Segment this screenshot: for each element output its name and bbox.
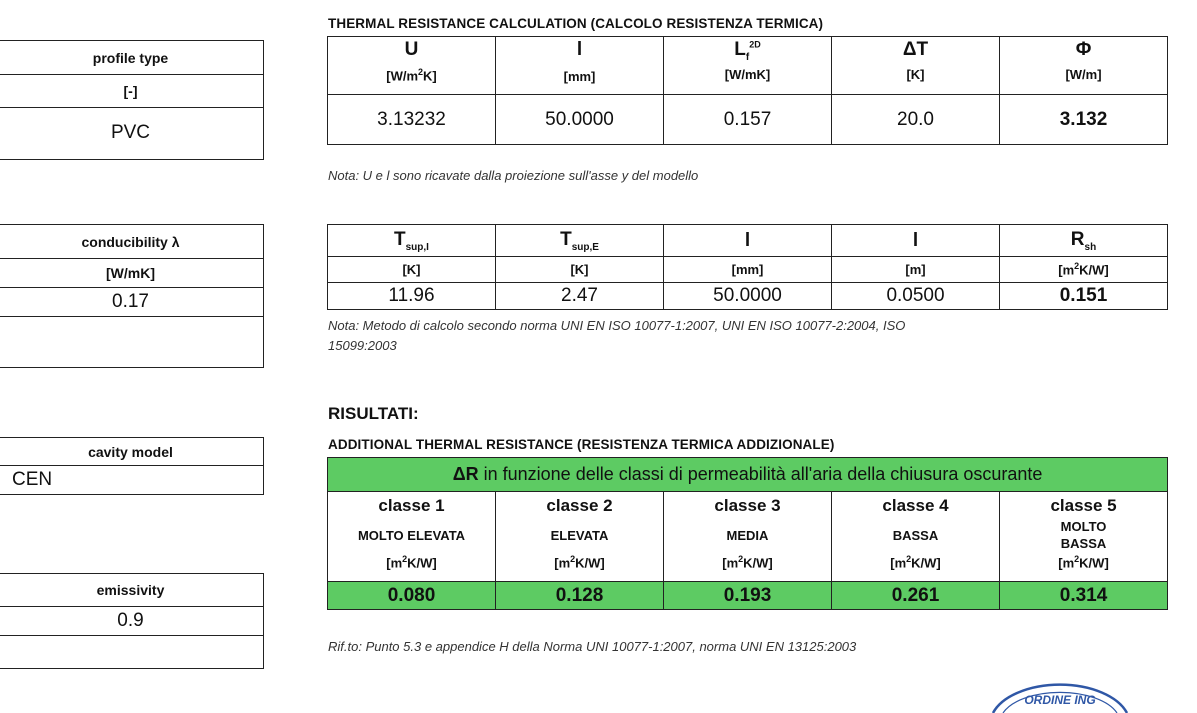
class-3-name: classe 3 (714, 496, 781, 515)
tsi-header: $T_{sup,I}$ (328, 225, 496, 257)
class-4-name: classe 4 (882, 496, 949, 515)
class-5-unit: $[m^2K/W]$ (1058, 554, 1109, 571)
tse-value: 2.47 (496, 283, 664, 310)
phi-value: 3.132 (1000, 95, 1168, 145)
results-subtitle: ADDITIONAL THERMAL RESISTANCE (RESISTENZA TERMICA ADDIZIONALE) (328, 437, 835, 452)
class-2-value: 0.128 (496, 582, 664, 610)
class-3-unit: $[m^2K/W]$ (722, 554, 773, 571)
dt-header-cell (832, 37, 1000, 95)
stamp-text: ORDINE ING (1024, 693, 1096, 707)
results-class-row (328, 492, 1168, 582)
lf-value: 0.157 (664, 95, 832, 145)
class-4-unit: $[m^2K/W]$ (890, 554, 941, 571)
thermal-resistance-table (327, 36, 1168, 145)
class-3-cell (664, 492, 832, 582)
profile-type-box (0, 40, 264, 160)
results-heading: RISULTATI: (328, 404, 419, 423)
emissivity-header: emissivity (0, 574, 263, 607)
u-value: 3.13232 (328, 95, 496, 145)
cavity-model-box (0, 437, 264, 495)
class-3-value: 0.193 (664, 582, 832, 610)
profile-type-unit: [-] (0, 75, 263, 108)
l-mm-value: 50.0000 (664, 283, 832, 310)
results-values-row (328, 582, 1168, 610)
l-value: 50.0000 (496, 95, 664, 145)
l-m-header: l (832, 225, 1000, 257)
profile-type-value: PVC (110, 122, 151, 143)
l-unit: [mm] (563, 69, 596, 84)
class-2-cell (496, 492, 664, 582)
tsi-unit: [K] (328, 257, 496, 283)
results-table (327, 457, 1168, 610)
results-note: Rif.to: Punto 5.3 e appendice H della Norma UNI 10077-1:2007, norma UNI EN 13125:2003 (328, 639, 857, 654)
results-banner: ΔR in funzione delle classi di permeabilità all'aria della chiusura oscurante (328, 458, 1168, 492)
tsi-value: 11.96 (328, 283, 496, 310)
cavity-model-header: cavity model (0, 438, 263, 466)
class-1-cell (328, 492, 496, 582)
phi-header-cell (1000, 37, 1168, 95)
emissivity-empty-row (0, 636, 263, 668)
class-1-level: MOLTO ELEVATA (357, 527, 466, 543)
u-unit: $[W/m^2K]$ (386, 67, 437, 84)
rsh-header: $R_{sh}$ (1000, 225, 1168, 257)
l-header-cell (496, 37, 664, 95)
class-1-unit: $[m^2K/W]$ (386, 554, 437, 571)
results-banner-row (328, 458, 1168, 492)
rsh-unit: $[m^2K/W]$ (1000, 257, 1168, 283)
phi-symbol: Φ (1075, 39, 1092, 60)
surface-note-line2: 15099:2003 (328, 338, 397, 353)
lf-unit: [W/mK] (724, 66, 771, 82)
thermal-resistance-title: THERMAL RESISTANCE CALCULATION (CALCOLO RESISTENZA TERMICA) (328, 16, 824, 31)
class-5-name: classe 5 (1050, 496, 1117, 515)
surface-values-row (328, 283, 1168, 310)
class-5-level: MOLTO BASSA (1060, 519, 1107, 551)
class-5-value: 0.314 (1000, 582, 1168, 610)
l-symbol: l (576, 39, 583, 60)
class-1-name: classe 1 (378, 496, 445, 515)
emissivity-value: 0.9 (0, 607, 263, 636)
emissivity-box (0, 573, 264, 669)
rsh-value: 0.151 (1000, 283, 1168, 310)
thermal-note: Nota: U e l sono ricavate dalla proiezione sull'asse y del modello (328, 168, 699, 183)
surface-table (327, 224, 1168, 310)
lf-header-cell (664, 37, 832, 95)
surface-header-row (328, 225, 1168, 257)
phi-unit: [W/m] (1065, 67, 1102, 82)
l-m-unit: [m] (832, 257, 1000, 283)
class-2-unit: $[m^2K/W]$ (554, 554, 605, 571)
class-4-level: BASSA (892, 527, 939, 543)
dt-symbol: ΔT (902, 39, 929, 60)
l-m-value: 0.0500 (832, 283, 1000, 310)
u-header-cell (328, 37, 496, 95)
thermal-header-row (328, 37, 1168, 95)
l-mm-header: l (664, 225, 832, 257)
tse-unit: [K] (496, 257, 664, 283)
class-3-level: MEDIA (726, 527, 769, 543)
conducibility-box (0, 224, 264, 368)
dt-unit: [K] (906, 67, 925, 82)
conducibility-empty-row (0, 317, 263, 366)
tse-header: $T_{sup,E}$ (496, 225, 664, 257)
conducibility-header: conducibility λ (0, 225, 263, 259)
class-2-level: ELEVATA (550, 527, 609, 543)
dt-value: 20.0 (832, 95, 1000, 145)
l-mm-unit: [mm] (664, 257, 832, 283)
class-5-cell (1000, 492, 1168, 582)
conducibility-value: 0.17 (0, 288, 263, 317)
profile-type-header: profile type (0, 41, 263, 75)
surface-note-line1: Nota: Metodo di calcolo secondo norma UNI EN ISO 10077-1:2007, UNI EN ISO 10077-2:2004, ISO (328, 318, 906, 333)
thermal-values-row (328, 95, 1168, 145)
surface-unit-row (328, 257, 1168, 283)
stamp (985, 672, 1135, 713)
conducibility-unit: [W/mK] (0, 259, 263, 288)
cavity-model-value: CEN (12, 468, 53, 490)
u-symbol: U (404, 39, 419, 60)
class-2-name: classe 2 (546, 496, 613, 515)
class-4-cell (832, 492, 1000, 582)
class-1-value: 0.080 (328, 582, 496, 610)
class-4-value: 0.261 (832, 582, 1000, 610)
lf-symbol: $L_f^{2D}$ (734, 39, 761, 63)
